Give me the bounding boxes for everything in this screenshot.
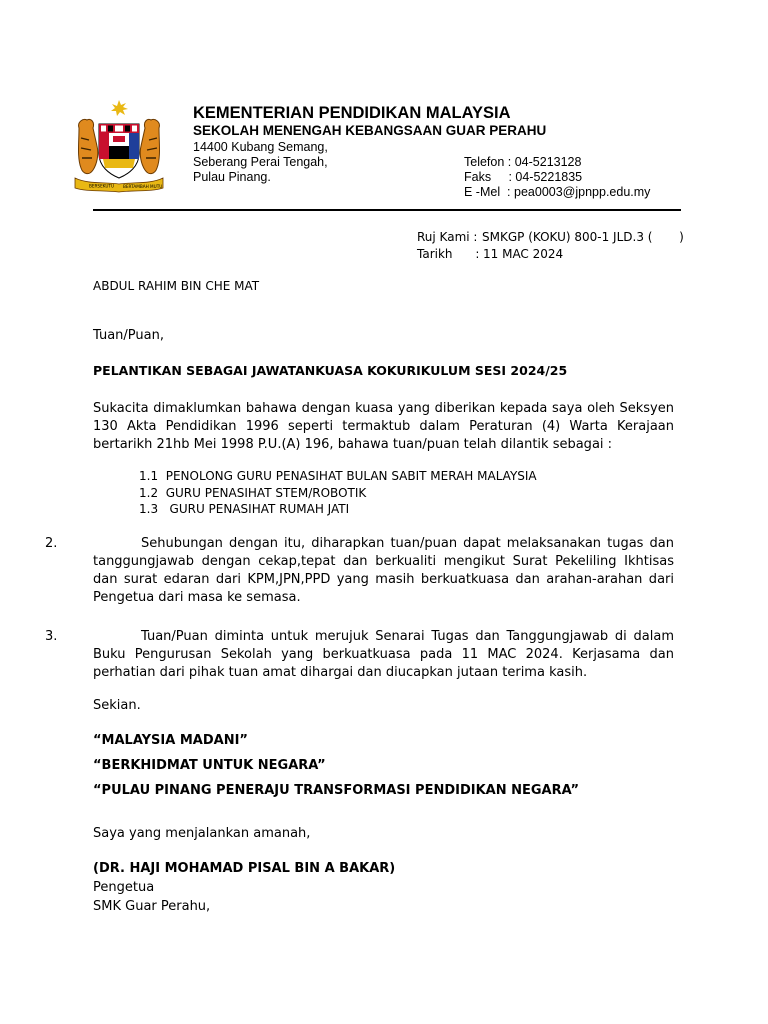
ministry-name: KEMENTERIAN PENDIDIKAN MALAYSIA [193,104,511,122]
trust-line: Saya yang menjalankan amanah, [93,826,311,841]
crest-scroll-left: BERSEKUTU [89,183,115,189]
closing: Sekian. [93,698,141,713]
recipient-name: ABDUL RAHIM BIN CHE MAT [93,279,260,293]
paragraph-3-number: 3. [45,629,58,644]
coat-of-arms-logo [73,98,165,194]
paragraph-1: Sukacita dimaklumkan bahawa dengan kuasa yang diberikan kepada saya oleh Seksyen 130 Akta Pendidikan 1996 seperti termaktub dalam Peraturan (4) Warta Kerajaan bertarikh 21hb Mei 1998 P.U.(A) 196, bahawa tuan/puan telah dilantik sebagai : [93,401,674,452]
appointment-item-1: 1.1 PENOLONG GURU PENASIHAT BULAN SABIT MERAH MALAYSIA [139,469,537,483]
slogan-2: “BERKHIDMAT UNTUK NEGARA” [93,758,326,773]
appointment-item-2: 1.2 GURU PENASIHAT STEM/ROBOTIK [139,486,367,500]
tarikh-label: Tarikh : [417,247,480,261]
faks-number: Faks : 04-5221835 [464,170,583,184]
paragraph-2-number: 2. [45,536,58,551]
tarikh-value: 11 MAC 2024 [483,247,564,261]
school-name: SEKOLAH MENENGAH KEBANGSAAN GUAR PERAHU [193,123,547,138]
signatory-title: Pengetua [93,880,155,895]
paragraph-3-text: Tuan/Puan diminta untuk merujuk Senarai Tugas dan Tanggungjawab di dalam Buku Pengurusan Sekolah yang berkuatkuasa pada 11 MAC 2024. Kerjasama dan perhatian dari pihak tuan amat dihargai dan diucapkan jutaan terima kasih. [93,629,674,680]
ruj-value: SMKGP (KOKU) 800-1 JLD.3 ( ) [482,230,684,244]
crest-scroll-right: BERTAMBAH MUTU [123,184,163,189]
telefon-number: Telefon : 04-5213128 [464,155,582,169]
signatory-name: (DR. HAJI MOHAMAD PISAL BIN A BAKAR) [93,861,396,876]
paragraph-3 [45,628,674,682]
address-line-3: Pulau Pinang. [193,170,271,184]
letter-subject: PELANTIKAN SEBAGAI JAWATANKUASA KOKURIKULUM SESI 2024/25 [93,363,568,378]
paragraph-2 [45,535,674,607]
email-address: E -Mel : pea0003@jpnpp.edu.my [464,185,651,199]
paragraph-2-text: Sehubungan dengan itu, diharapkan tuan/puan dapat melaksanakan tugas dan tanggungjawab dengan cekap,tepat dan berkualiti mengikut Surat Pekeliling Ikhtisas dan surat edaran dari KPM,JPN,PPD yang masih berkuatkuasa dan arahan-arahan dari Pengetua dari masa ke semasa. [93,536,674,605]
letterhead-divider [93,209,681,211]
slogan-1: “MALAYSIA MADANI” [93,733,248,748]
signatory-school: SMK Guar Perahu, [93,899,211,914]
ruj-label: Ruj Kami : [417,230,478,244]
address-line-2: Seberang Perai Tengah, [193,155,328,169]
appointment-item-3: 1.3 GURU PENASIHAT RUMAH JATI [139,502,350,516]
salutation: Tuan/Puan, [93,328,164,343]
address-line-1: 14400 Kubang Semang, [193,140,328,154]
slogan-3: “PULAU PINANG PENERAJU TRANSFORMASI PENDIDIKAN NEGARA” [93,783,580,798]
